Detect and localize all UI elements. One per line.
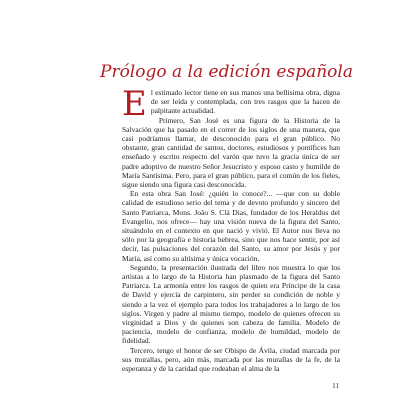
drop-cap: E [122, 84, 147, 124]
paragraph-5: Tercero, tengo el honor de ser Obispo de Ávila, ciudad marcada por sus murallas, pero, aún más, marcada por las murallas de la fe, de la esperanza y de la caridad que rodeaban el alma de la [122, 345, 340, 374]
prologue-body [122, 84, 340, 374]
paragraph-1-text: l estimado lector tiene en sus manos una bellísima obra, digna de ser leída y contemplada, con tres rasgos que la hacen de palpitante actualidad. [150, 88, 340, 116]
paragraph-2: Primero, San José es una figura de la Historia de la Salvación que ha pasado en el correr de los siglos de una manera, que casi podríamos llamar, de desconocido para el gran público. No obstante, gran cantidad de santos, doctores, estudiosos y pontífices han enseñado y escrito respecto del varón que tuvo la gracia única de ser padre adoptivo de nuestro Señor Jesucristo y esposo casto y humilde de María Santísima. Pero, para el gran público, para el común de los fieles, sigue siendo una figura casi desconocida. [122, 115, 340, 190]
paragraph-4: Segundo, la presentación ilustrada del libro nos muestra lo que los artistas a lo largo de la Historia han plasmado de la figura del Santo Patriarca. La armonía entre los rasgos de quien era Príncipe de la casa de David y ejercía de carpintero, sin perder su condición de noble y siendo a la vez el ejemplo para todos los trabajadores a lo largo de los siglos. Virgen y padre al mismo tiempo, modelo de quienes ofrecen su virginidad a Dios y de quienes son cabeza de familia. Modelo de paciencia, modelo de confianza, modelo de humildad, modelo de fidelidad. [122, 262, 340, 346]
paragraph-3: En esta obra San José: ¿quién lo conoce?... —que con su doble calidad de estudioso serio del tema y de devoto profundo y sincero del Santo Patriarca, Mons. João S. Clá Dias, fundador de los Heraldos del Evangelio, nos ofrece— hay una visión nueva de la figura del Santo, situándolo en el contexto en que nació y vivió. El Autor nos lleva no sólo por la geografía e historia hebrea, sino que nos hace sentir, por así decir, las pulsaciones del corazón del Santo, su amor por Jesús y por María, así como su altísima y única vocación. [122, 189, 340, 263]
paragraph-1 [122, 84, 340, 124]
page-title: Prólogo a la edición española [100, 62, 353, 82]
page-number: 11 [332, 381, 340, 390]
